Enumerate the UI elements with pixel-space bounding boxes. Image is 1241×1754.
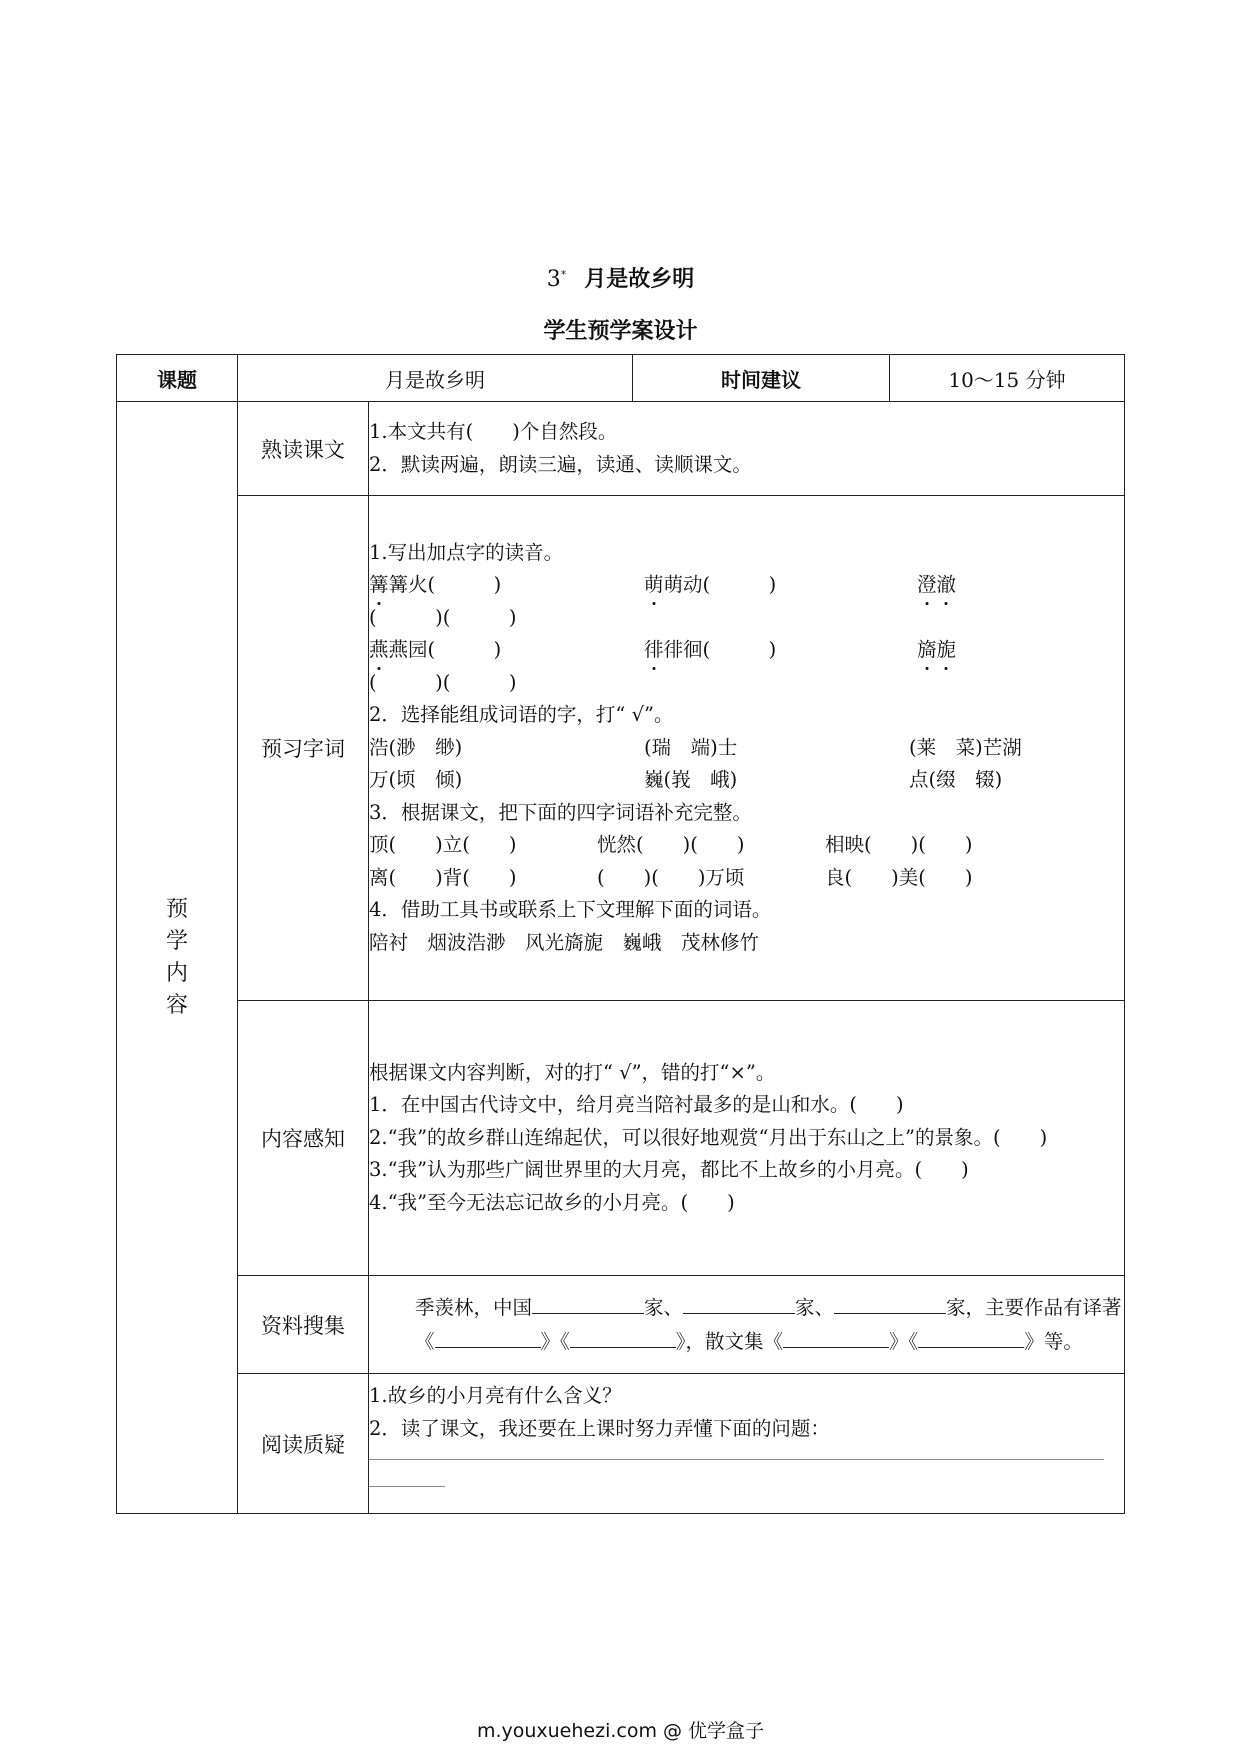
words-line-a [369,569,1124,602]
row-perception-label: 内容感知 [238,1001,369,1276]
blank-4[interactable] [435,1325,541,1348]
word-3: 澄澈 [917,569,956,602]
fill-2: 恍然( )( ) [597,833,745,857]
choice-line-a [369,732,1124,765]
choice-4: 万(顷 倾) [369,768,463,792]
perception-s2: 2.“我”的故乡群山连绵起伏，可以很好地观赏“月出于东山之上”的景象。( ) [369,1125,1048,1149]
words-line-a2: ( )( ) [369,605,517,629]
fill-line-a [369,829,1124,862]
perception-intro: 根据课文内容判断，对的打“ √”，错的打“×”。 [369,1060,776,1084]
time-value: 10～15 分钟 [890,355,1125,402]
fill-4: 离( )背( ) [369,865,517,889]
word-5: 徘徘徊( ) [644,634,776,667]
lesson-title-text: 月是故乡明 [584,267,695,292]
fill-line-b [369,862,1124,895]
question-line-1: 1.故乡的小月亮有什么含义？ [369,1384,622,1407]
words-list: 陪衬 烟波浩渺 风光旖旎 巍峨 茂林修竹 [369,930,760,954]
side-label: 预 学 内 容 [117,402,238,1514]
words-line-b2: ( )( ) [369,670,517,694]
row-perception-content [369,1001,1125,1276]
choice-2: (瑞 端)士 [644,735,738,759]
answer-line-2[interactable] [369,1460,445,1487]
word-1: 篝篝火( ) [369,569,501,602]
word-4: 燕燕园( ) [369,634,501,667]
page-subtitle: 学生预学案设计 [543,319,698,344]
row-words [117,496,1125,1001]
words-q4: 4．借助工具书或联系上下文理解下面的词语。 [369,898,772,922]
read-line-1: 1.本文共有( )个自然段。 [369,420,618,443]
choice-3: (莱 菜)芒湖 [909,735,1022,759]
row-research-label: 资料搜集 [238,1276,369,1374]
fill-5: ( )( )万顷 [597,865,745,889]
row-read-label: 熟读课文 [238,402,369,496]
row-read [117,402,1125,496]
lesson-title [0,262,1241,293]
topic-label: 课题 [117,355,238,402]
row-words-label: 预习字词 [238,496,369,1001]
perception-s4: 4.“我”至今无法忘记故乡的小月亮。( ) [369,1190,735,1214]
row-questions [117,1374,1125,1514]
row-questions-content [369,1374,1125,1514]
choice-1: 浩(渺 缈) [369,735,463,759]
choice-5: 巍(峩 峨) [644,768,738,792]
lesson-number: 3 [546,267,561,292]
answer-line-1[interactable] [369,1445,1104,1460]
word-6: 旖旎 [917,634,956,667]
topic-value: 月是故乡明 [238,355,633,402]
blank-5[interactable] [570,1325,676,1348]
lesson-mark: * [560,267,567,281]
row-perception [117,1001,1125,1276]
fill-3: 相映( )( ) [825,833,973,857]
fill-6: 良( )美( ) [825,865,973,889]
words-line-b [369,634,1124,667]
blank-7[interactable] [918,1325,1024,1348]
time-label: 时间建议 [633,355,890,402]
row-research-content: 季羡林，中国 家、 家、 家，主要作品有译著《 》《 》，散文集《 》《 》等。 [369,1276,1125,1374]
words-q3: 3．根据课文，把下面的四字词语补充完整。 [369,800,752,824]
perception-s3: 3.“我”认为那些广阔世界里的大月亮，都比不上故乡的小月亮。( ) [369,1158,969,1182]
blank-2[interactable] [683,1291,795,1314]
row-words-content [369,496,1125,1001]
fill-1: 顶( )立( ) [369,833,517,857]
row-research [117,1276,1125,1374]
blank-1[interactable] [532,1291,644,1314]
preview-table [116,354,1125,1514]
words-q2: 2．选择能组成词语的字，打“ √”。 [369,703,674,727]
choice-6: 点(缀 辍) [909,768,1003,792]
blank-6[interactable] [783,1325,889,1348]
header-row [117,355,1125,402]
question-line-2: 2．读了课文，我还要在上课时努力弄懂下面的问题： [369,1416,830,1440]
read-line-2: 2．默读两遍，朗读三遍，读通、读顺课文。 [369,452,752,476]
row-read-content [369,402,1125,496]
words-q1: 1.写出加点字的读音。 [369,540,564,564]
word-2: 萌萌动( ) [644,569,776,602]
footer-text: m.youxuehezi.com @ 优学盒子 [476,1720,765,1742]
row-questions-label: 阅读质疑 [238,1374,369,1514]
perception-s1: 1．在中国古代诗文中，给月亮当陪衬最多的是山和水。( ) [369,1093,904,1117]
choice-line-b [369,764,1124,797]
blank-3[interactable] [834,1291,946,1314]
